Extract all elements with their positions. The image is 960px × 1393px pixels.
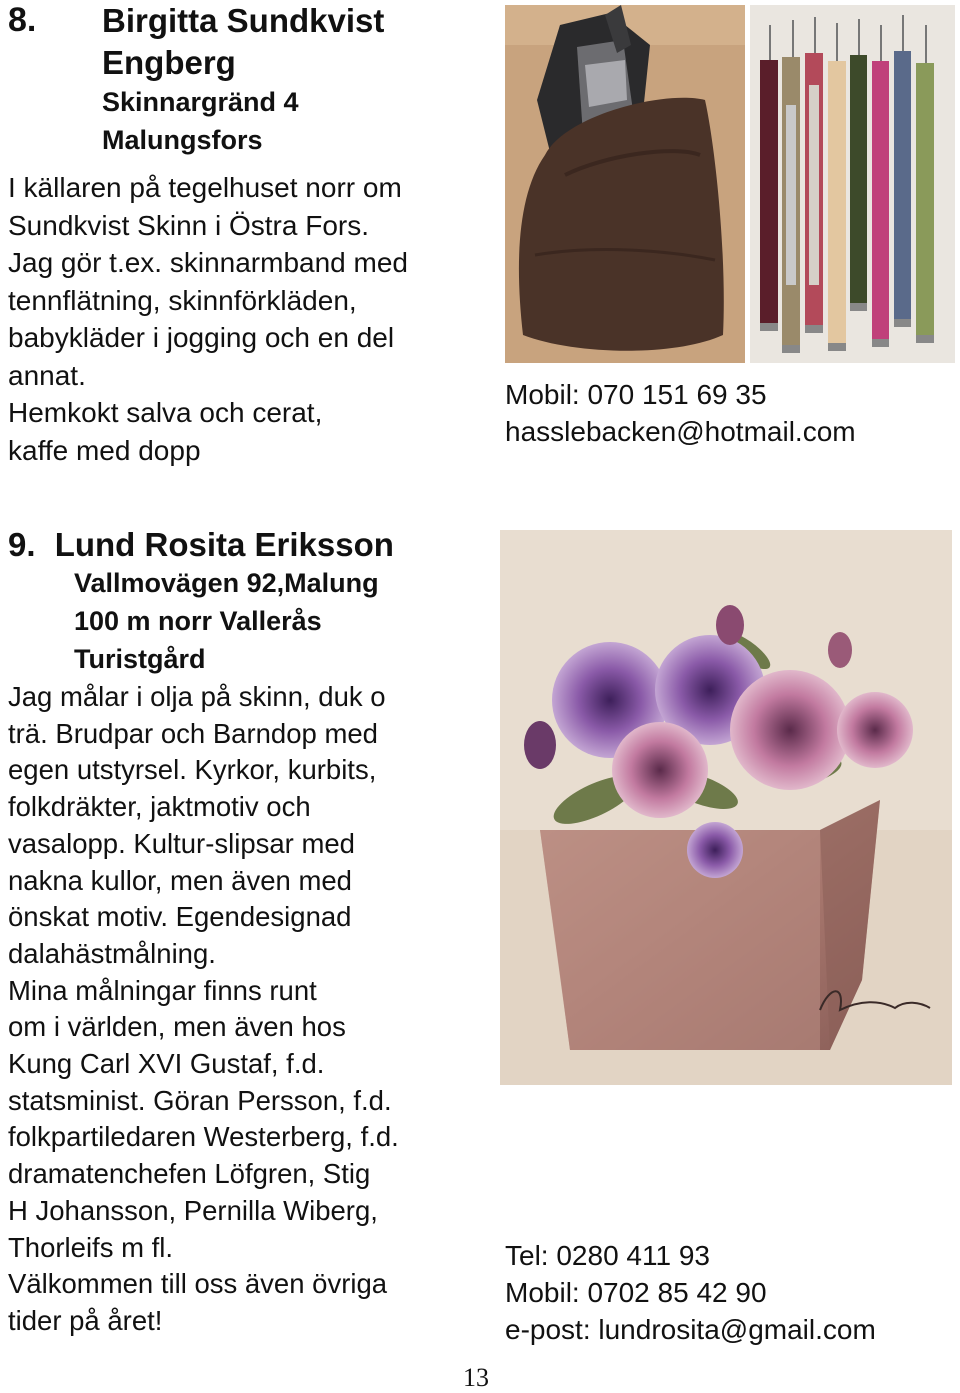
entry-9-desc-line: H Johansson, Pernilla Wiberg, bbox=[8, 1194, 378, 1226]
entry-8-name-line-2: Engberg bbox=[102, 44, 236, 81]
entry-8-email[interactable]: hasslebacken@hotmail.com bbox=[505, 416, 856, 447]
entry-9-desc-line: Jag målar i olja på skinn, duk o bbox=[8, 681, 386, 712]
entry-8-mobile: Mobil: 070 151 69 35 bbox=[505, 379, 767, 410]
entry-8-name-line-1: Birgitta Sundkvist bbox=[102, 2, 385, 39]
entry-9-desc-line: folkpartiledaren Westerberg, f.d. bbox=[8, 1121, 399, 1153]
entry-8-address-line-1: Skinnargränd 4 bbox=[102, 87, 299, 117]
page-number: 13 bbox=[463, 1363, 489, 1392]
entry-9-number: 9. bbox=[8, 526, 36, 563]
entry-9-desc-line: om i världen, men även hos bbox=[8, 1011, 346, 1043]
entry-9-desc-line: Kung Carl XVI Gustaf, f.d. bbox=[8, 1048, 325, 1080]
entry-9-email[interactable]: e-post: lundrosita@gmail.com bbox=[505, 1314, 876, 1345]
entry-9-desc-line: folkdräkter, jaktmotiv och bbox=[8, 791, 311, 823]
entry-8-description bbox=[8, 169, 408, 469]
entry-9-address bbox=[74, 564, 379, 678]
entry-8-address-line-2: Malungsfors bbox=[102, 125, 263, 155]
entry-9-desc-line: trä. Brudpar och Barndop med bbox=[8, 717, 378, 749]
entry-8-name bbox=[102, 0, 384, 84]
entry-8-contact bbox=[505, 376, 856, 450]
entry-9-description bbox=[8, 679, 399, 1340]
entry-8-desc-line: Hemkokt salva och cerat, bbox=[8, 397, 323, 428]
entry-8-desc-line: I källaren på tegelhuset norr om bbox=[8, 172, 402, 203]
entry-9-desc-line: vasalopp. Kultur-slipsar med bbox=[8, 827, 355, 859]
entry-9-desc-line: tider på året! bbox=[8, 1304, 163, 1336]
entry-8-desc-line: kaffe med dopp bbox=[8, 434, 201, 466]
entry-9-heading bbox=[8, 524, 394, 566]
entry-8-desc-line: tennflätning, skinnförkläden, bbox=[8, 284, 357, 316]
entry-9-address-line-2: 100 m norr Vallerås bbox=[74, 606, 322, 636]
entry-9-desc-line: nakna kullor, men även med bbox=[8, 864, 352, 896]
bracelets-photo bbox=[750, 5, 955, 363]
entry-8-desc-line: babykläder i jogging och en del bbox=[8, 322, 395, 353]
entry-9-desc-line: statsminist. Göran Persson, f.d. bbox=[8, 1084, 392, 1116]
entry-8-desc-line: Jag gör t.ex. skinnarmband med bbox=[8, 247, 408, 278]
entry-9-desc-line: önskat motiv. Egendesignad bbox=[8, 901, 352, 933]
entry-9-desc-line: Mina målningar finns runt bbox=[8, 974, 317, 1006]
entry-9-desc-line: dalahästmålning. bbox=[8, 937, 216, 969]
entry-9-desc-line: Thorleifs m fl. bbox=[8, 1231, 174, 1263]
entry-9-phone: Tel: 0280 411 93 bbox=[505, 1240, 710, 1271]
entry-9-mobile: Mobil: 0702 85 42 90 bbox=[505, 1277, 767, 1308]
pansy-painting bbox=[500, 530, 952, 1085]
entry-9-name: Lund Rosita Eriksson bbox=[54, 526, 394, 563]
apron-photo bbox=[505, 5, 745, 363]
entry-9-desc-line: Välkommen till oss även övriga bbox=[8, 1268, 388, 1300]
entry-8-address bbox=[102, 83, 299, 159]
entry-9-desc-line: dramatenchefen Löfgren, Stig bbox=[8, 1158, 371, 1190]
entry-9-address-line-1: Vallmovägen 92,Malung bbox=[74, 568, 379, 598]
entry-8-desc-line: annat. bbox=[8, 359, 86, 391]
entry-9-contact bbox=[505, 1237, 876, 1348]
entry-9-desc-line: egen utstyrsel. Kyrkor, kurbits, bbox=[8, 754, 377, 786]
entry-9-address-line-3: Turistgård bbox=[74, 644, 206, 674]
entry-8-desc-line: Sundkvist Skinn i Östra Fors. bbox=[8, 209, 370, 241]
entry-8-number: 8. bbox=[8, 1, 37, 39]
